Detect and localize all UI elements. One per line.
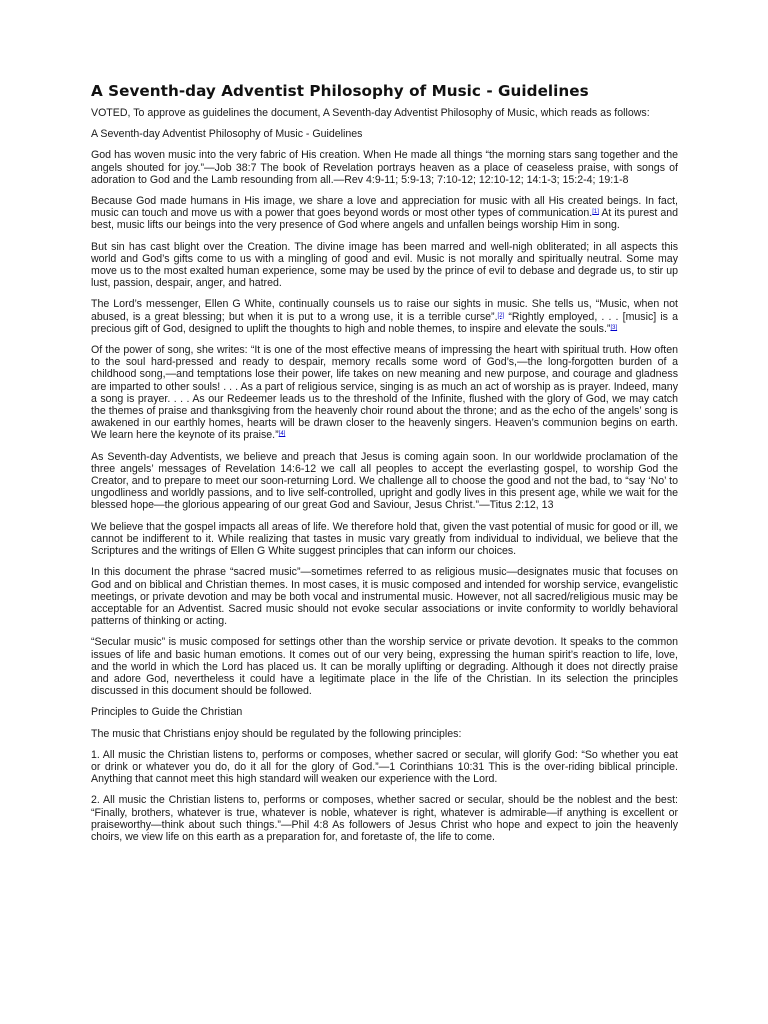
paragraph-creation: God has woven music into the very fabric of His creation. When He made all things “the morning stars sang together and the angels shouted for joy.”—Job 38:7 The book of Revelation portrays heaven as a place of ceaseless praise, with songs of adoration to God and the Lamb resounding from all.—Rev 4:9-11; 5:9-13; 7:10-12; 12:10-12; 14:1-3; 15:2-4; 19:1-8 — [91, 149, 678, 186]
paragraph-adventist-belief: As Seventh-day Adventists, we believe and preach that Jesus is coming again soon. In our worldwide proclamation of the three angels’ messages of Revelation 14:6-12 we call all peoples to accept the everlasting gospel, to worship God the Creator, and to prepare to meet our soon-returning Lord. We challenge all to choose the good and not the bad, to “say ‘No’ to ungodliness and worldly passions, and to live self-controlled, upright and godly lives in this present age, while we wait for the blessed hope—the glorious appearing of our great God and Saviour, Jesus Christ.”—Titus 2:12, 13 — [91, 450, 678, 512]
paragraph-sacred-music: In this document the phrase “sacred music”—sometimes referred to as religious music—designates music that focuses on God and on biblical and Christian themes. In most cases, it is music composed and intended for worship service, evangelistic meetings, or private devotion and may be both vocal and instrumental music. However, not all sacred/religious music may be acceptable for an Adventist. Sacred music should not evoke secular associations or invite conformity to worldly behavioral patterns of thinking or acting. — [91, 566, 678, 628]
footnote-link-3[interactable]: [3] — [610, 324, 618, 331]
principles-heading: Principles to Guide the Christian — [91, 706, 243, 719]
paragraph-image-of-god — [91, 195, 678, 232]
paragraph-sin-blight: But sin has cast blight over the Creation. The divine image has been marred and well-nigh obliterated; in all aspects this world and God’s gifts come to us with a mingling of good and evil. Music is not morally and spiritually neutral. Some may move us to the most exalted human experience, some may be used by the prince of evil to debase and degrade us, to stir up lust, passion, despair, anger, and hatred. — [91, 240, 678, 290]
paragraph-text: At its purest and best, music lifts our beings into the very presence of God where angels and unfallen beings worship Him in song. — [91, 207, 678, 232]
paragraph-text: Because God made humans in His image, we share a love and appreciation for music with all His created beings. In fact, music can touch and move us with a power that goes beyond words or most other types of communication. — [91, 195, 678, 220]
document-page — [91, 82, 678, 852]
document-subtitle: A Seventh-day Adventist Philosophy of Music - Guidelines — [91, 128, 363, 141]
principles-intro: The music that Christians enjoy should be regulated by the following principles: — [91, 727, 462, 740]
principle-2: 2. All music the Christian listens to, performs or composes, whether sacred or secular, should be the noblest and the best: “Finally, brothers, whatever is true, whatever is noble, whatever is right, whatever is admirable—if anything is excellent or praiseworthy—think about such things.”—Phil 4:8 As followers of Jesus Christ who hope and expect to join the heavenly choirs, we view life on this earth as a preparation for, and foretaste of, the life to come. — [91, 794, 678, 843]
footnote-link-4[interactable]: [4] — [278, 431, 286, 438]
voted-paragraph: VOTED, To approve as guidelines the document, A Seventh-day Adventist Philosophy of Music, which reads as follows: — [91, 107, 650, 119]
principle-1: 1. All music the Christian listens to, performs or composes, whether sacred or secular, will glorify God: “So whether you eat or drink or whatever you do, do it all for the glory of God.”—1 Corinthians 10:31 This is the over-riding biblical principle. Anything that cannot meet this high standard will weaken our experience with the Lord. — [91, 748, 678, 786]
paragraph-text: The Lord’s messenger, Ellen G White, continually counsels us to raise our sights in music. She tells us, “Music, when not abused, is a great blessing; but when it is put to a wrong use, it is a terrible curse”. — [91, 298, 678, 323]
paragraph-gospel-impacts: We believe that the gospel impacts all areas of life. We therefore hold that, given the vast potential of music for good or ill, we cannot be indifferent to it. While realizing that tastes in music vary greatly from individual to individual, we believe that the Scriptures and the writings of Ellen G White suggest principles that can inform our choices. — [91, 520, 678, 558]
paragraph-secular-music: “Secular music” is music composed for settings other than the worship service or private devotion. It speaks to the common issues of life and basic human emotions. It comes out of our very being, expressing the human spirit’s reaction to life, love, and the world in which the Lord has placed us. It can be morally uplifting or degrading. Although it does not directly praise and adore God, nevertheless it could have a legitimate place in the life of the Christian. In its selection the principles discussed in this document should be followed. — [91, 636, 678, 698]
paragraph-lords-messenger — [91, 298, 678, 335]
paragraph-power-of-song — [91, 344, 678, 442]
document-title: A Seventh-day Adventist Philosophy of Music - Guidelines — [91, 82, 589, 100]
footnote-link-2[interactable]: [2] — [497, 312, 505, 319]
paragraph-text: Of the power of song, she writes: “It is one of the most effective means of impressing the heart with spiritual truth. How often to the soul hard-pressed and ready to despair, memory recalls some word of God’s,—the long-forgotten burden of a childhood song,—and temptations lose their power, life takes on new meaning and new purpose, and courage and gladness are imparted to other souls! . . . As a part of religious service, singing is as much an act of worship as is prayer. Indeed, many a song is prayer. . . . As our Redeemer leads us to the threshold of the Infinite, flushed with the glory of God, we may catch the themes of praise and thanksgiving from the heavenly choir round about the throne; and as the echo of the angels’ song is awakened in our earthly homes, hearts will be drawn closer to the heavenly singers. Heaven’s communion begins on earth. We learn here the keynote of its praise.” — [91, 344, 678, 442]
footnote-link-1[interactable]: [1] — [592, 209, 599, 216]
paragraph-text: “Rightly employed, . . . [music] is a precious gift of God, designed to uplift the thoughts to high and noble themes, to inspire and elevate the souls.” — [91, 310, 678, 335]
